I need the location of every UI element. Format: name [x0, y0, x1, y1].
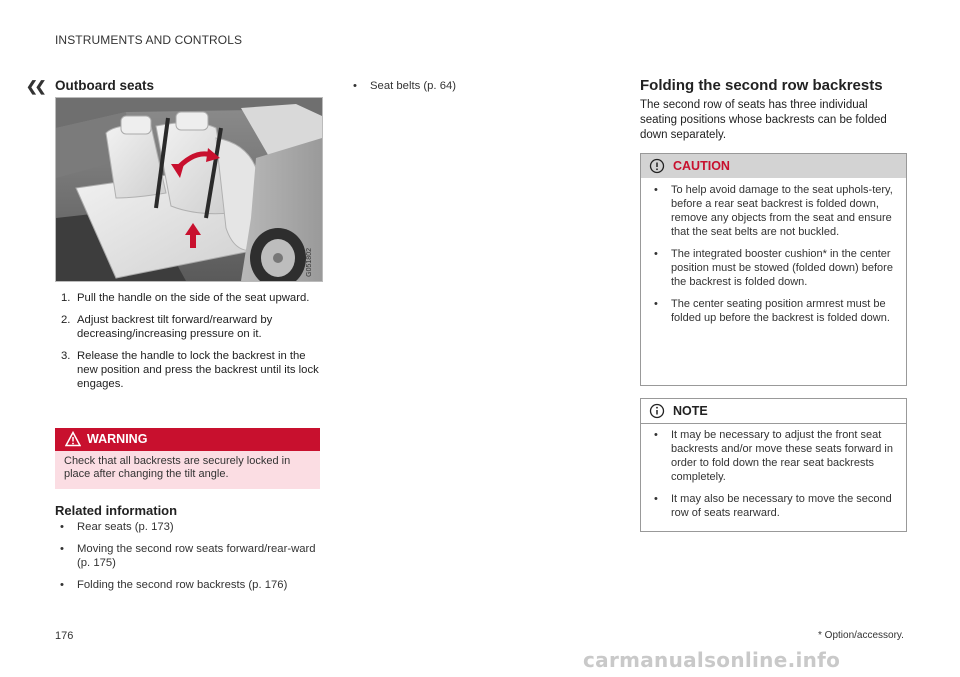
steps-list: [55, 291, 325, 399]
caution-header: [641, 154, 906, 178]
section-title-folding-backrests: Folding the second row backrests: [640, 77, 883, 94]
related-information-title: Related information: [55, 503, 178, 518]
warning-header: [55, 428, 320, 451]
info-circle-icon: [649, 403, 665, 424]
list-item: • To help avoid damage to the seat uphols-tery, before a rear seat backrest is folded down, remove any objects from the seat and ensure that the seat belts are not buckled.: [649, 183, 899, 239]
note-box: [640, 398, 907, 532]
related-link[interactable]: • Rear seats (p. 173): [55, 520, 325, 534]
image-code: G051802: [306, 248, 313, 277]
list-item: • The integrated booster cushion* in the center position must be stowed (folded down) before the backrest is folded down.: [649, 247, 899, 289]
list-item: 3. Release the handle to lock the backrest in the new position and press the backrest until its lock engages.: [61, 350, 319, 390]
list-item: • It may be necessary to adjust the front seat backrests and/or move these seats forward in order to fold down the rear seat backrests completely.: [649, 428, 899, 484]
warning-body: [55, 451, 320, 489]
page-number: 176: [55, 630, 74, 642]
related-link[interactable]: • Moving the second row seats forward/rear-ward (p. 175): [55, 542, 325, 570]
middle-related-list: [348, 79, 598, 101]
warning-triangle-icon: [65, 431, 81, 452]
note-label: NOTE: [673, 404, 708, 418]
note-header: [641, 399, 906, 424]
related-links-list: [55, 520, 325, 600]
list-item: 1. Pull the handle on the side of the seat upward.: [61, 292, 310, 304]
caution-label: CAUTION: [673, 159, 730, 173]
list-item: • The center seating position armrest must be folded up before the backrest is folded down.: [649, 297, 899, 325]
warning-text: Check that all backrests are securely locked in place after changing the tilt angle.: [64, 455, 291, 480]
running-header: INSTRUMENTS AND CONTROLS: [55, 33, 243, 47]
info-circle-icon: [649, 158, 665, 179]
list-item: 2. Adjust backrest tilt forward/rearward by decreasing/increasing pressure on it.: [61, 314, 273, 340]
note-list: [649, 428, 899, 528]
related-link[interactable]: • Folding the second row backrests (p. 176): [55, 578, 325, 592]
warning-label: WARNING: [87, 432, 148, 446]
watermark: carmanualsonline.info: [583, 648, 841, 672]
section-title-outboard-seats: Outboard seats: [55, 78, 155, 93]
rear-seat-photo: [55, 97, 323, 282]
double-chevron-left-icon[interactable]: ❮❮: [26, 78, 44, 94]
caution-list: [649, 183, 899, 333]
footnote: * Option/accessory.: [818, 630, 904, 641]
related-link[interactable]: • Seat belts (p. 64): [348, 79, 598, 93]
intro-paragraph: The second row of seats has three individual seating positions whose backrests can be folded down separately.: [640, 99, 887, 141]
list-item: • It may also be necessary to move the second row of seats rearward.: [649, 492, 899, 520]
caution-box: [640, 153, 907, 386]
rear-seat-illustration: [56, 98, 322, 281]
